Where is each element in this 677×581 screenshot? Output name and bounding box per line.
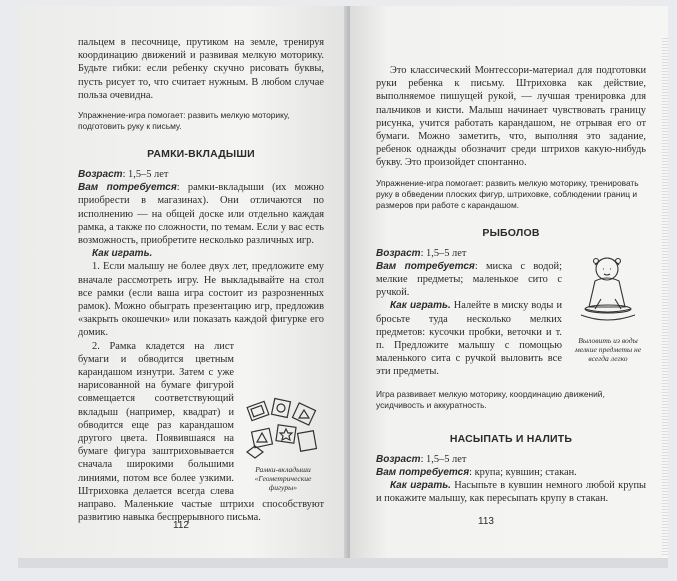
pour-how-label: Как играть. xyxy=(390,480,451,492)
pour-age-label: Возраст xyxy=(376,453,421,465)
fishing-figure-caption: Выловить из воды мелкие предметы не всегда легко xyxy=(574,335,642,363)
section-title-pour: НАСЫПАТЬ И НАЛИТЬ xyxy=(449,432,573,445)
needs-line xyxy=(78,181,324,247)
age-label: Возраст xyxy=(78,169,123,181)
pour-needs-line xyxy=(376,466,646,479)
left-exercise-note: Упражнение-игра помогает: развить мелкую моторику, подготовить руку к письму. xyxy=(78,110,290,132)
page-edge xyxy=(662,36,668,556)
page-number-right: 113 xyxy=(478,516,494,527)
fisher-how-label: Как играть. xyxy=(390,300,451,312)
needs-value: : рамки-вкладыши (их можно приобрести в магазинах). Они отличаются по исполнению — на общей доске или отдельно каждая рамка, а также по сложности, по темам. Если у вас есть возможность, приобретите несколько различных игр. xyxy=(78,182,325,247)
pour-needs-label: Вам потребуется xyxy=(376,466,470,478)
fisher-benefit-note: Игра развивает мелкую моторику, координацию движений, усидчивость и аккуратность. xyxy=(376,388,605,410)
section-title-frames: РАМКИ-ВКЛАДЫШИ xyxy=(147,148,255,161)
fisher-age-label: Возраст xyxy=(376,247,421,259)
frames-figure xyxy=(242,396,324,492)
needs-label: Вам потребуется xyxy=(78,182,177,194)
fisher-age-value: : 1,5–5 лет xyxy=(420,247,467,259)
frames-figure-caption: Рамки-вкладыши «Геометрические фигуры» xyxy=(254,464,312,492)
section-title-fisher: РЫБОЛОВ xyxy=(482,226,540,239)
step-2-paragraph: 2. Рамка кладется на лист бумаги и обводится цветным карандашом изнутри. Затем с уже нарисованной на бумаге фигурой совмещается соответствующий вкладыш (например, квадрат) и обводится еще раз карандашом другого цвета. Появившаяся на бумаге фигура заштриховывается сначала широкими большими линиями, потом все более узкими. Штриховка делается всегда слева направо. Маленькие частые штрихи способствуют развитию навыка беспрерывного письма. xyxy=(78,340,324,524)
pour-how-value: Насыпьте в кувшин немного любой крупы и покажите малышу, как пересыпать крупу в стакан. xyxy=(376,480,646,505)
pour-age-line xyxy=(376,453,646,466)
page-number-left: 112 xyxy=(173,520,189,531)
how-to-play-line xyxy=(78,247,324,260)
right-intro-paragraph: Это классический Монтессори-материал для подготовки руки ребенка к письму. Штриховка как действие, выполняемое пишущей рукой, — лучшая тренировка для пальчиков и кисти. Малыш начинает чувствовать границу рисунка, учится работать карандашом, не отрывая его от бумаги. Можно заметить, что, выполняя это задание, ребенок однажды обозначит среди штрихов какую-нибудь букву. Это произойдет спонтанно. xyxy=(376,65,646,169)
child-with-bowl-illustration xyxy=(571,251,645,331)
fisher-needs-value: : миска с водой; мелкие предметы; маленькое сито с ручкой. xyxy=(376,260,563,299)
age-line xyxy=(78,168,324,181)
left-page xyxy=(18,6,348,558)
step-1-paragraph: 1. Если малышу не более двух лет, предложите ему вначале рассмотреть игру. Не выкладывайте на стол все рамки (если ваша игра состоит из разрозненных рамок). Можно обыграть презентацию игр, предложив «закрыть окошечки» или показать каждой фигурке его домик. xyxy=(78,261,324,339)
right-page xyxy=(350,6,668,558)
how-to-play-label: Как играть. xyxy=(92,248,153,260)
pour-needs-value: : крупа; кувшин; стакан. xyxy=(469,466,577,478)
age-value: : 1,5–5 лет xyxy=(122,169,169,181)
open-book xyxy=(18,6,668,568)
left-intro-paragraph: пальцем в песочнице, прутиком на земле, тренируя координацию движений и развивая мелкую моторику. Будьте гибки: если ребенку скучно рисовать буквы, пусть рисует то, что считает нужным. В любом случае польза очевидна. xyxy=(78,37,324,101)
pour-age-value: : 1,5–5 лет xyxy=(420,453,467,465)
fisher-how-value: Налейте в миску воды и бросьте туда несколько мелких предметов: кусочки пробки, веточки и т. п. Предложите малышу с помощью маленького сита с ручкой выловить все эти предметы. xyxy=(376,300,563,378)
insert-frames-illustration xyxy=(243,396,323,460)
fisher-needs-label: Вам потребуется xyxy=(376,260,475,272)
right-exercise-note: Упражнение-игра помогает: развить мелкую моторику, тренировать руку в обведении плоских фигур, штриховке, соблюдении границ и размеров при работе с карандашом. xyxy=(376,177,639,210)
fishing-figure xyxy=(570,251,646,363)
pour-how-line xyxy=(376,479,646,505)
